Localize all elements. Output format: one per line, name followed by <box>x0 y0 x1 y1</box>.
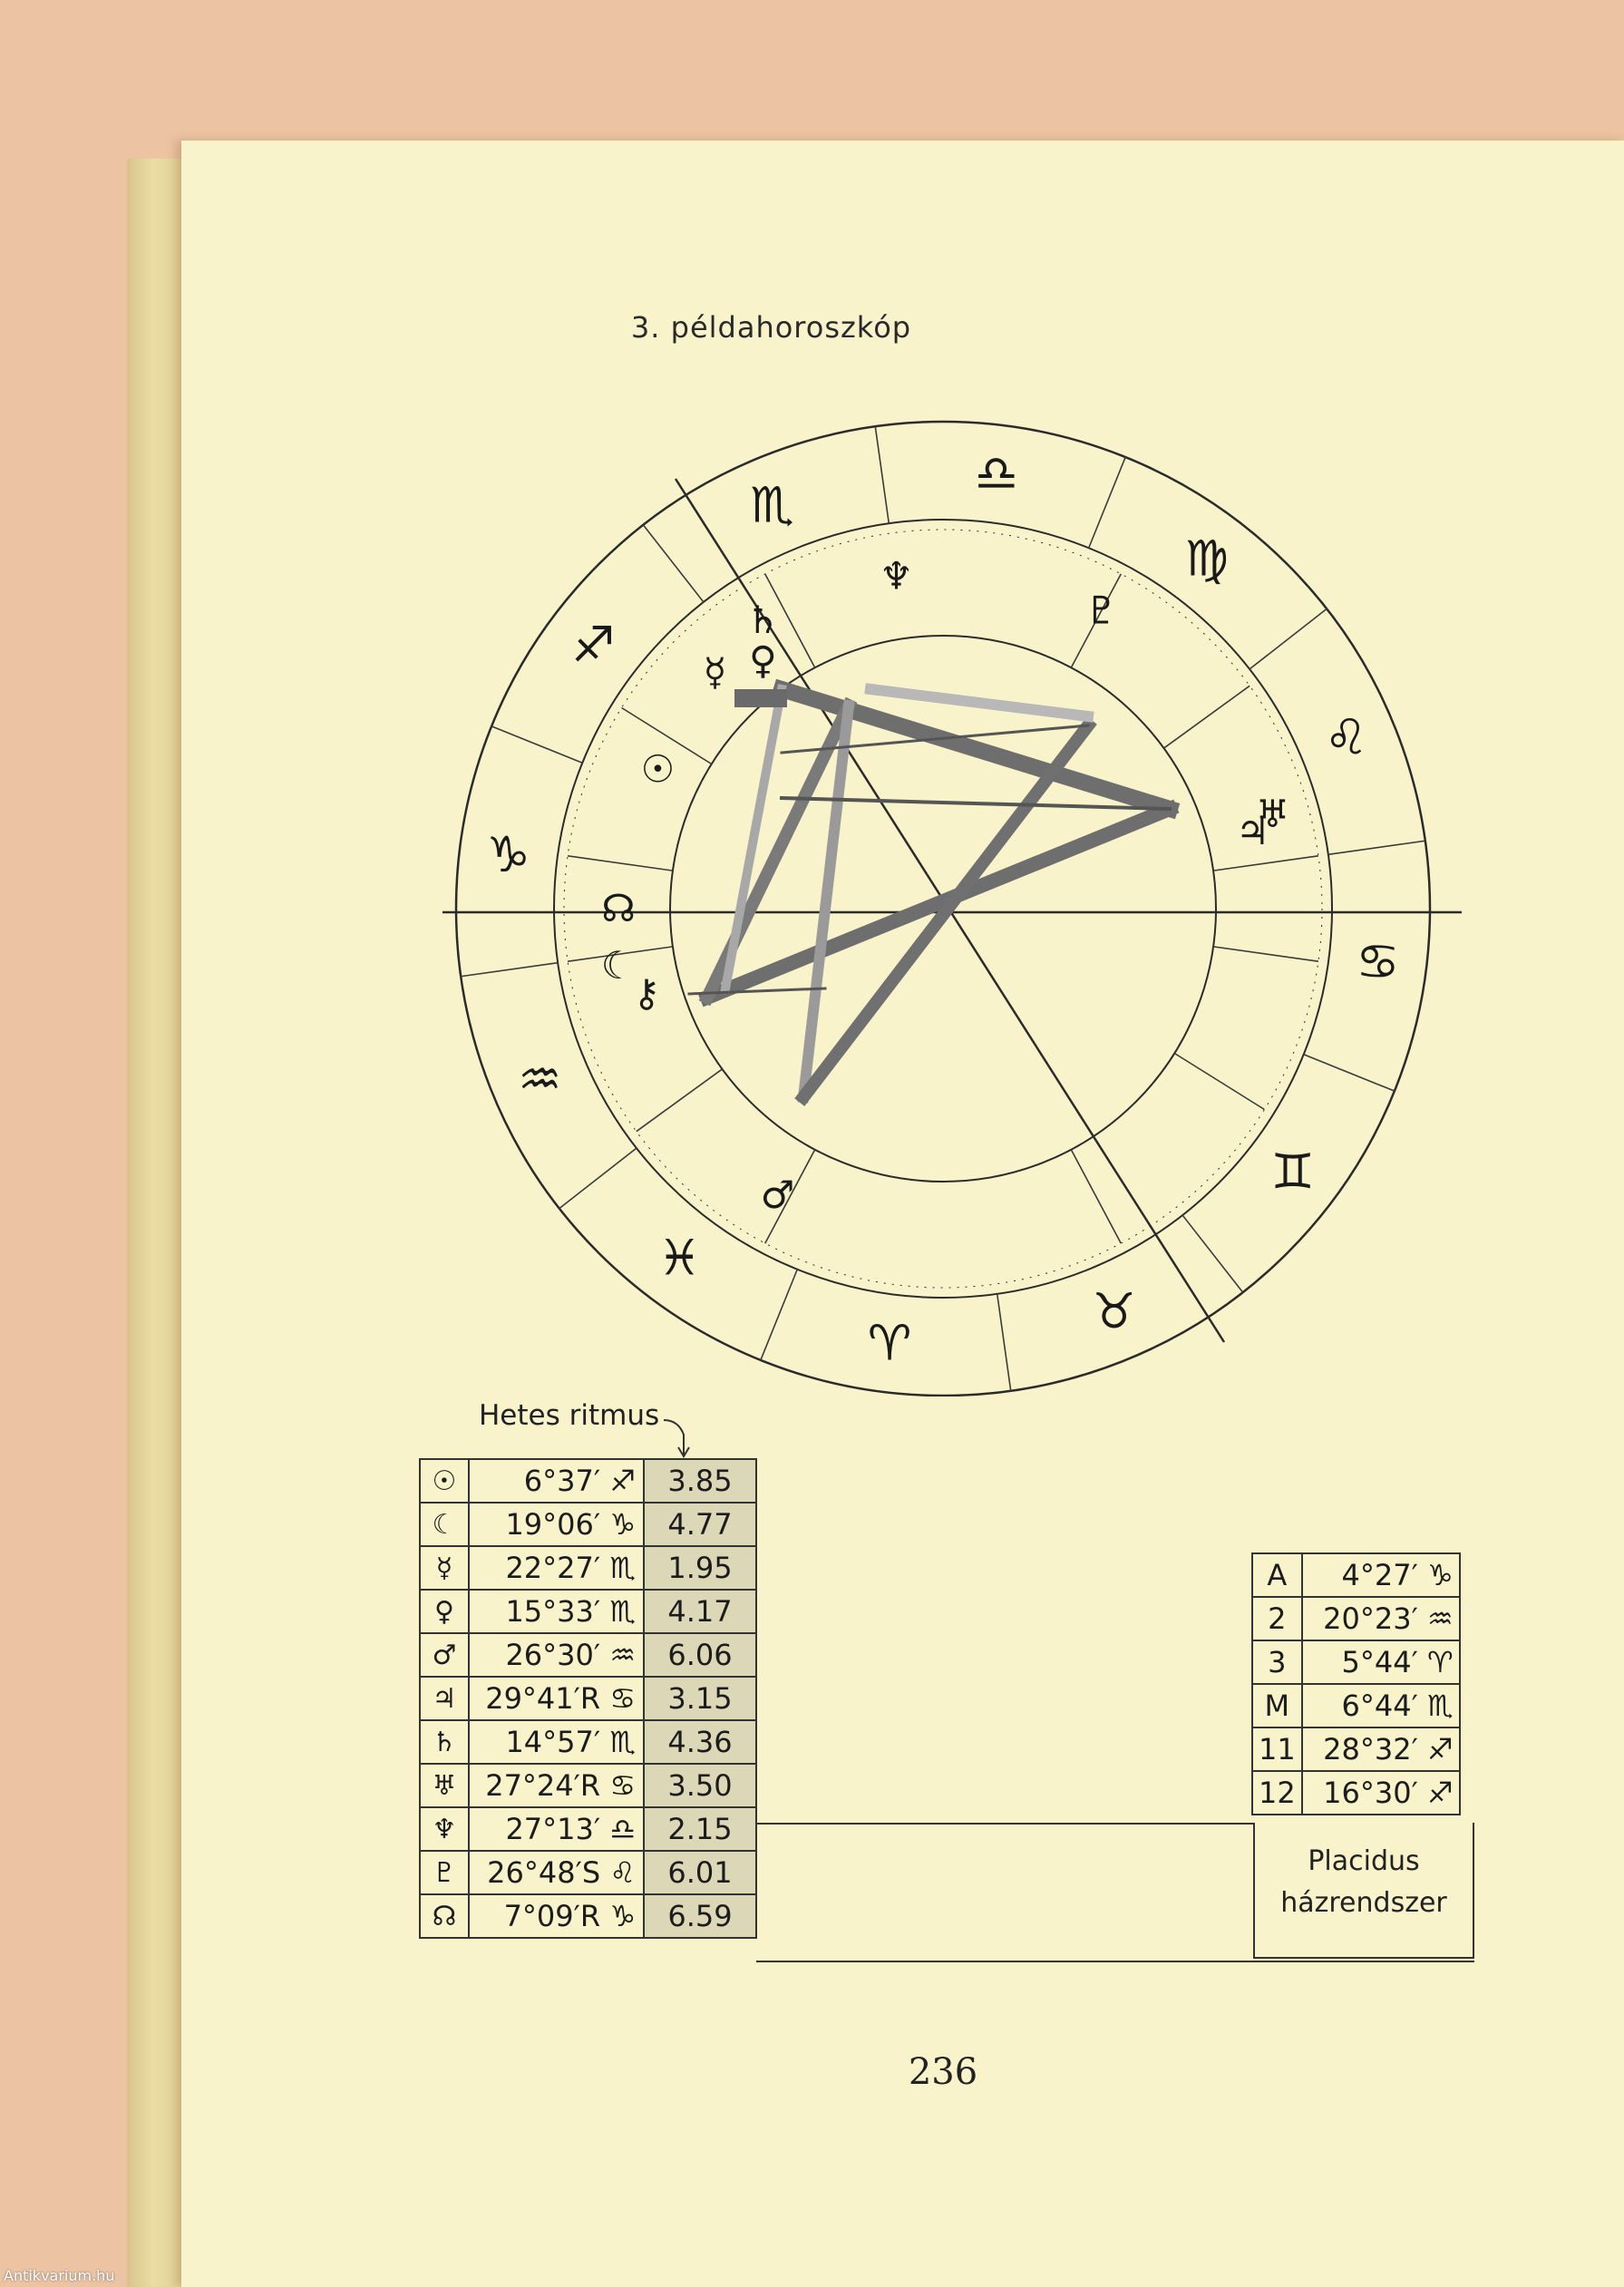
table-row <box>1252 1597 1460 1640</box>
house-cusp <box>637 1069 723 1132</box>
hetes-arrow-icon <box>660 1415 696 1460</box>
aspect-line <box>707 809 1170 998</box>
house-cusp <box>1174 1054 1264 1110</box>
planet-glyph-icon: ☊ <box>420 1894 469 1938</box>
sign-boundary <box>1328 841 1425 854</box>
sign-boundary <box>461 963 558 977</box>
table-row <box>1252 1727 1460 1771</box>
taurus-sign-icon: ♉ <box>1092 1282 1136 1340</box>
planet-glyph-icon: ♅ <box>420 1764 469 1807</box>
aries-sign-icon: ♈ <box>867 1314 912 1372</box>
house-cusp <box>1213 947 1318 961</box>
planet-position: 27°24′R ♋ <box>469 1764 644 1807</box>
house-label: 2 <box>1252 1597 1302 1640</box>
house-cusp <box>1213 856 1318 871</box>
table-row <box>420 1894 756 1938</box>
node-icon: ☊ <box>601 886 636 930</box>
aquarius-sign-icon: ♒ <box>518 1050 562 1108</box>
hetes-value: 4.17 <box>644 1590 756 1633</box>
sign-boundary <box>643 525 703 602</box>
house-position: 20°23′ ♒ <box>1302 1597 1460 1640</box>
libra-sign-icon: ♎ <box>974 444 1019 502</box>
mars-icon: ♂ <box>760 1173 795 1218</box>
house-system-line-2: házrendszer <box>1280 1887 1447 1919</box>
planet-glyph-icon: ♆ <box>420 1807 469 1851</box>
house-cusps-table <box>1251 1552 1461 1815</box>
leo-sign-icon: ♌ <box>1324 708 1368 766</box>
planet-position: 15°33′ ♏ <box>469 1590 644 1633</box>
neptune-icon: ♆ <box>879 553 914 599</box>
planet-glyph-icon: ♇ <box>420 1851 469 1894</box>
planet-position: 29°41′R ♋ <box>469 1677 644 1720</box>
sign-boundary <box>997 1294 1011 1391</box>
planet-position: 7°09′R ♑ <box>469 1894 644 1938</box>
capricorn-sign-icon: ♑ <box>486 826 530 884</box>
house-cusp <box>1164 686 1250 748</box>
sagittarius-sign-icon: ♐ <box>571 616 616 674</box>
table-row <box>420 1503 756 1546</box>
cancer-sign-icon: ♋ <box>1356 932 1400 990</box>
table-row <box>420 1851 756 1894</box>
moon-icon: ☾ <box>600 943 636 988</box>
table-row <box>420 1459 756 1503</box>
table-row <box>420 1720 756 1764</box>
planet-glyph-icon: ☿ <box>420 1546 469 1590</box>
planet-position: 26°30′ ♒ <box>469 1633 644 1677</box>
hetes-value: 2.15 <box>644 1807 756 1851</box>
mercury-icon: ☿ <box>703 649 727 695</box>
planet-position: 6°37′ ♐ <box>469 1459 644 1503</box>
planet-glyph-icon: ♂ <box>420 1633 469 1677</box>
house-label: A <box>1252 1553 1302 1597</box>
table-row <box>420 1546 756 1590</box>
house-label: 11 <box>1252 1727 1302 1771</box>
sign-boundary <box>1304 1055 1395 1091</box>
sign-boundary <box>559 1148 637 1208</box>
watermark: Antikvarium.hu <box>4 2267 115 2284</box>
gemini-sign-icon: ♊ <box>1270 1143 1315 1201</box>
pisces-sign-icon: ♓ <box>657 1229 702 1287</box>
table-row <box>1252 1553 1460 1597</box>
table-row <box>420 1764 756 1807</box>
hetes-value: 6.59 <box>644 1894 756 1938</box>
house-position: 4°27′ ♑ <box>1302 1553 1460 1597</box>
planet-glyph-icon: ♄ <box>420 1720 469 1764</box>
sign-boundary <box>875 426 889 523</box>
frame-bottom-line <box>756 1961 1474 1962</box>
planet-position: 19°06′ ♑ <box>469 1503 644 1546</box>
jupiter-icon: ♃ <box>1235 808 1270 853</box>
planet-glyph-icon: ♀ <box>420 1590 469 1633</box>
hetes-value: 6.06 <box>644 1633 756 1677</box>
planet-glyph-icon: ♃ <box>420 1677 469 1720</box>
table-row <box>420 1807 756 1851</box>
planet-position: 27°13′ ♎ <box>469 1807 644 1851</box>
table-row <box>1252 1640 1460 1684</box>
table-row <box>420 1590 756 1633</box>
house-position: 5°44′ ♈ <box>1302 1640 1460 1684</box>
uranus-icon: ♅ <box>1255 791 1290 836</box>
page-number: 236 <box>908 2051 978 2093</box>
house-label: 3 <box>1252 1640 1302 1684</box>
hetes-value: 3.15 <box>644 1677 756 1720</box>
planet-glyph-icon: ☾ <box>420 1503 469 1546</box>
hetes-value: 3.50 <box>644 1764 756 1807</box>
sign-boundary <box>1182 1215 1242 1292</box>
house-position: 16°30′ ♐ <box>1302 1771 1460 1815</box>
table-row <box>420 1633 756 1677</box>
planet-position: 22°27′ ♏ <box>469 1546 644 1590</box>
house-cusp <box>1071 1150 1121 1243</box>
hetes-ritmus-label: Hetes ritmus <box>479 1399 660 1432</box>
house-position: 28°32′ ♐ <box>1302 1727 1460 1771</box>
planet-position: 14°57′ ♏ <box>469 1720 644 1764</box>
hetes-value: 4.77 <box>644 1503 756 1546</box>
table-row <box>420 1677 756 1720</box>
hetes-value: 3.85 <box>644 1459 756 1503</box>
hetes-value: 6.01 <box>644 1851 756 1894</box>
chiron-icon: ⚷ <box>632 970 661 1016</box>
sign-boundary <box>491 726 582 763</box>
house-cusp <box>568 856 673 871</box>
planet-position: 26°48′S ♌ <box>469 1851 644 1894</box>
house-label: M <box>1252 1684 1302 1727</box>
sign-boundary <box>1089 457 1125 548</box>
chart-title: 3. példahoroszkóp <box>630 310 912 345</box>
venus-icon: ♀ <box>748 637 777 683</box>
house-label: 12 <box>1252 1771 1302 1815</box>
pluto-icon: ♇ <box>1084 588 1119 633</box>
virgo-sign-icon: ♍ <box>1184 530 1229 588</box>
planet-glyph-icon: ☉ <box>420 1459 469 1503</box>
sign-boundary <box>1250 608 1327 668</box>
aspect-line <box>870 689 1088 716</box>
saturn-icon: ♄ <box>745 597 781 642</box>
table-row <box>1252 1771 1460 1815</box>
house-system-line-1: Placidus <box>1308 1845 1420 1877</box>
house-system-label <box>1253 1823 1474 1959</box>
hetes-value: 4.36 <box>644 1720 756 1764</box>
hetes-value: 1.95 <box>644 1546 756 1590</box>
sun-icon: ☉ <box>640 746 676 792</box>
sign-boundary <box>761 1270 797 1360</box>
scorpio-sign-icon: ♏ <box>750 476 794 534</box>
table-row <box>1252 1684 1460 1727</box>
frame-middle-line <box>756 1823 1253 1825</box>
planet-positions-table <box>419 1458 757 1939</box>
house-position: 6°44′ ♏ <box>1302 1684 1460 1727</box>
